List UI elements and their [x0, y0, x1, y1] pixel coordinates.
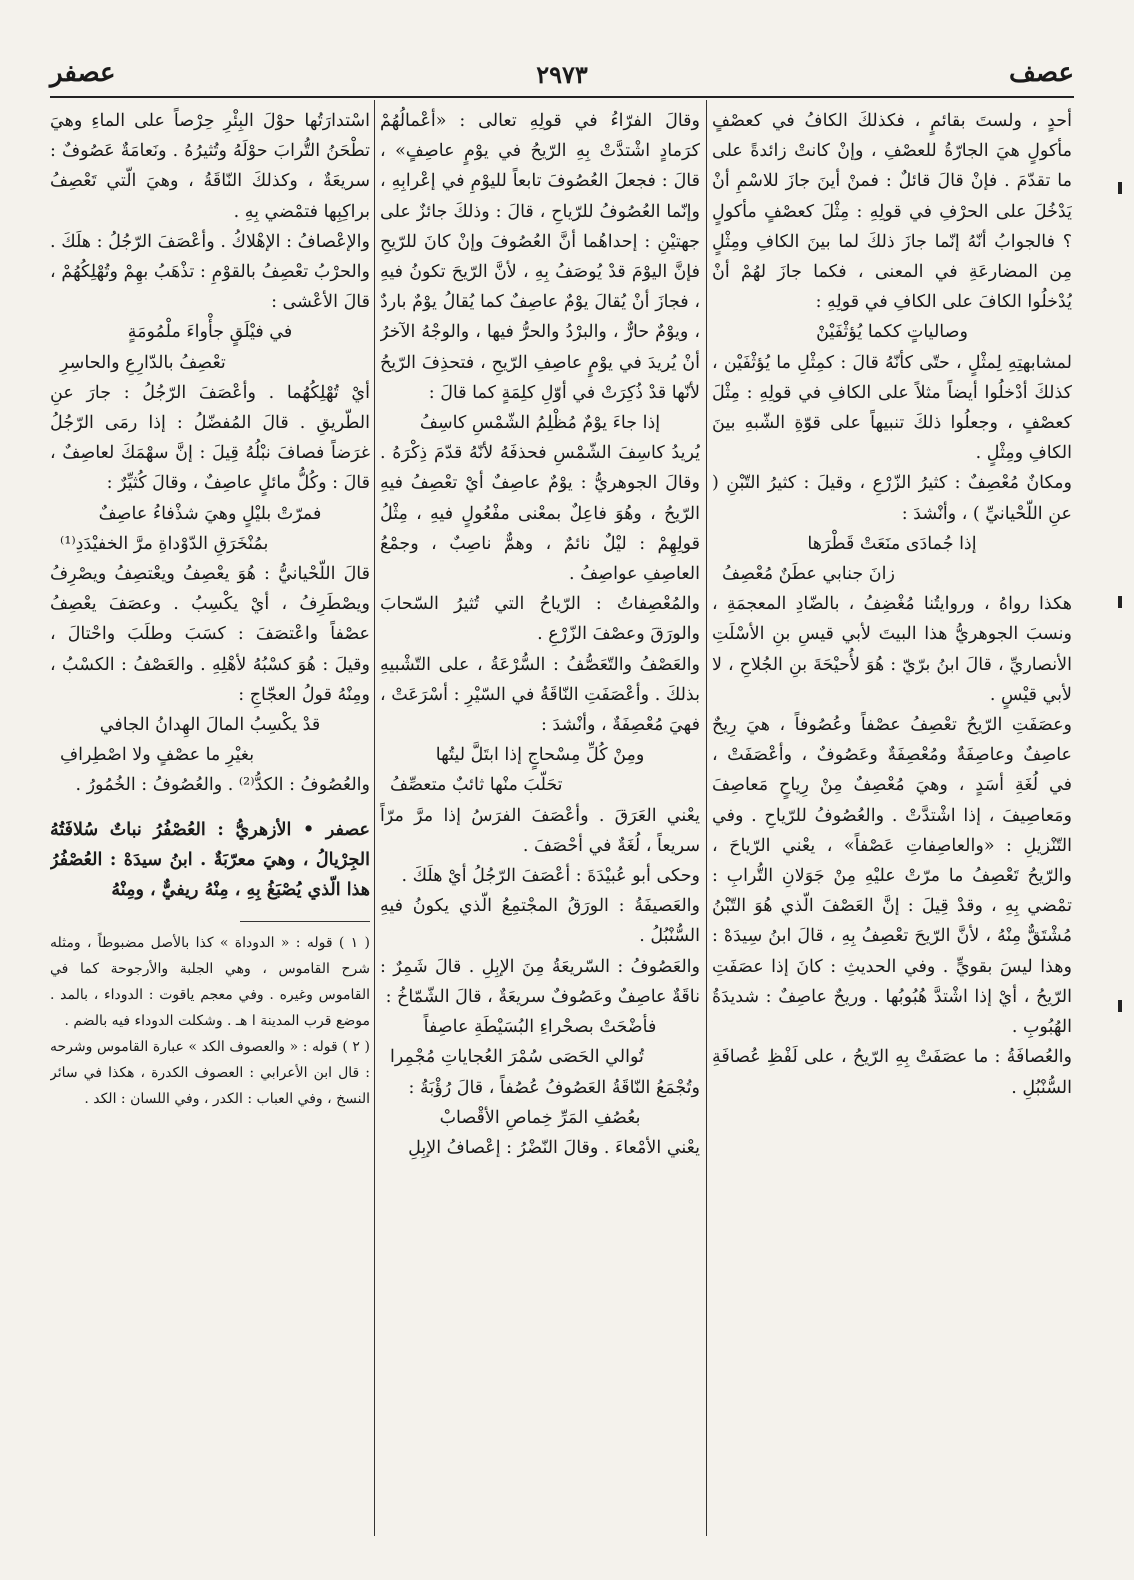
paragraph: وحكى أبو عُبيْدَةَ : أعْصَفَ الرّجُلُ أيْ هلَكَ . [401, 866, 700, 887]
margin-mark [1118, 182, 1122, 194]
paragraph: وتُجْمَعُ النّاقَةُ العَصُوفُ عُصُفاً ، قالَ رُؤْبَةُ : [408, 1077, 700, 1098]
column-right [712, 106, 1072, 1540]
verse: فأضْحَتْ بصحْراءِ البُسَيْطَةِ عاصِفاً [423, 1017, 657, 1038]
paragraph: والعَصيفَةُ : الورَقُ المجْتمِعُ الّذي يكونُ فيهِ السُّنْبُلُ . [380, 896, 700, 947]
paragraph: أحدٍ ، ولستَ بقائمٍ ، فكذلكَ الكافُ في كعصْفٍ مأكولٍ هيَ الجارّةُ للعصْفِ ، وإنْ كانتْ زائدةً على ما تقدّمَ . فإنْ قالَ قائلٌ : فمنْ أينَ جازَ للاسْمِ أنْ يَدْخُلَ على الحرْفِ في قولِهِ : مِثْلَ كعصْفٍ مأكولٍ ؟ فالجوابُ أنّهُ إنّما جازَ ذلكَ لما بينَ الكافِ ومِثْلٍ مِن المضارعَةِ في المعنى ، فكما جازَ لهُمْ أنْ يُدْخلُوا الكافَ على الكافِ في قولِهِ : [712, 111, 1072, 313]
paragraph: والمُعْصِفاتُ : الرّياحُ التي تُثيرُ السّحابَ والورَقَ وعصْفَ الزّرْعِ . [380, 594, 700, 645]
header-rule [50, 96, 1074, 98]
verse: إذا جُمادَى منَعَتْ قَطْرَها [807, 533, 977, 554]
verse: تعْصِفُ بالدّارِعِ والحاسِرِ [60, 352, 226, 373]
footnote-rule [240, 921, 370, 922]
verse: بغيْرِ ما عصْفٍ ولا اصْطِرافِ [60, 745, 255, 766]
header-left-word: عصفر [50, 58, 116, 88]
column-left [50, 106, 370, 1540]
paragraph: يعْني العَرَقَ . وأعْصَفَ الفرَسُ إذا مرَّ مرّاً سريعاً ، لُغَةٌ في أحْصَفَ . [380, 805, 700, 856]
margin-mark [1118, 1000, 1122, 1012]
verse: قدْ يكْسِبُ المالَ الهِدانُ الجافي [99, 715, 321, 736]
verse: ومِنْ كُلِّ مِسْحاجٍ إذا ابتَلَّ ليتُها [435, 745, 645, 766]
paragraph: يعْني الأمْعاءَ . وقالَ النّضْرُ : إعْصافُ الإبِلِ [408, 1137, 700, 1158]
page-number: ٢٩٧٣ [536, 60, 588, 89]
verse: بعُصُفِ المَرِّ خِماصِ الأقْصابْ [439, 1107, 641, 1128]
paragraph: يُريدُ كاسِفَ الشّمْسِ فحذفَهُ لأنّهُ قدّمَ ذِكْرَهُ . وقالَ الجوهريُّ : يوْمٌ عاصِفٌ أيْ تعْصِفُ فيهِ الرّيحُ ، وهُوَ فاعِلٌ بمعْنى مفْعُولٍ فيهِ ، مِثْلُ قولِهِمْ : ليْلٌ نائمٌ ، وهمٌّ ناصِبٌ ، وجمْعُ العاصِفِ عواصِفُ . [380, 443, 700, 585]
verse: زانَ جنابي عطَنٌ مُعْصِفُ [722, 564, 895, 585]
paragraph: وقالَ الفرّاءُ في قولِهِ تعالى : «أعْمالُهُمْ كرَمادٍ اشْتدَّتْ بِهِ الرّيحُ في يوْمٍ عاصِفٍ» ، قالَ : فجعلَ العُصُوفَ تابعاً لليوْمِ في إعْرابِهِ ، وإنّما العُصُوفُ للرّياحِ ، قالَ : وذلكَ جائزٌ على جهتيْنِ : إحداهُما أنَّ العُصُوفَ وإنْ كانَ للرّيحِ فإنَّ اليوْمَ قدْ يُوصَفُ بِهِ ، لأنَّ الرّيحَ تكونُ فيهِ ، فجازَ أنْ يُقالَ يوْمٌ عاصِفٌ كما يُقالُ يوْمٌ باردٌ ، ويوْمٌ حارٌّ ، والبرْدُ والحرُّ فيها ، والوجْهُ الآخرُ أنْ يُريدَ في يوْمٍ عاصِفِ الرّيحِ ، فتحذِفَ الرّيحُ لأنّها قدْ ذُكِرَتْ في أوّلِ كلِمَةٍ كما قالَ : [380, 111, 700, 403]
header-right-word: عصف [1009, 58, 1074, 88]
verse: إذا جاءَ يوْمٌ مُظْلِمُ الشّمْسِ كاسِفُ [419, 413, 661, 434]
column-divider [706, 100, 707, 1536]
column-middle [380, 106, 700, 1540]
paragraph: والعَصْفُ والتّعَصُّفُ : السُّرْعَةُ ، على التّشْبيهِ بذلكَ . وأعْصَفَتِ النّاقَةُ في السّيْرِ : أسْرَعَتْ ، فهيَ مُعْصِفَةٌ ، وأنْشدَ : [380, 654, 700, 736]
paragraph: ومكانٌ مُعْصِفٌ : كثيرُ الزّرْعِ ، وقيلَ : كثيرُ التّبْنِ ( عنِ اللّحْيانيِّ ) ، وأنْشدَ : [712, 473, 1072, 524]
verse: تحَلّبَ منْها ثائبٌ متعصِّفُ [390, 775, 563, 796]
entry-heading: عصفر • الأزهريُّ : العُصْفُرُ نباتٌ سُلافَتُهُ الجِرْيالُ ، وهيَ معرّبَةٌ . ابنُ سيدَهْ : العُصْفُرُ هذا الّذي يُصْبَغُ بِهِ ، مِنْهُ ريفيٌّ ، ومِنْهُ [50, 819, 370, 901]
paragraph: هكذا رواهُ ، وروايتُنا مُغْضِفُ ، بالضّادِ المعجمَةِ ، ونسبَ الجوهريُّ هذا البيتَ لأبي قيسِ بنِ الأسْلَتِ الأنصاريِّ ، قالَ ابنُ برّيّ : هُوَ لأُحيْحَةَ بنِ الجُلاحِ ، لا لأبي قيْسٍ . [712, 594, 1072, 705]
paragraph: والعُصُوفُ : الكدُّ⁽²⁾ . والعُصُوفُ : الخُمُورُ . [75, 775, 370, 796]
paragraph: لمشابهتِهِ لِمثْلٍ ، حتّى كأنّهُ قالَ : كمِثْلِ ما يُؤثْفَيْن ، كذلكَ أدْخلُوا أيضاً مثلاً على الكافِ في قولِهِ : مِثْلَ كعصْفٍ ، وجعلُوا ذلكَ تنبيهاً على قوّةِ الشّبهِ بينَ الكافِ ومِثْلٍ . [712, 352, 1072, 464]
paragraph: والعُصافَةُ : ما عصَفَتْ بِهِ الرّيحُ ، على لَفْظِ عُصافَةِ السُّنْبُلِ . [712, 1047, 1072, 1098]
paragraph: وعصَفَتِ الرّيحُ تعْصِفُ عصْفاً وعُصُوفاً ، هيَ رِيحٌ عاصِفٌ وعاصِفَةٌ ومُعْصِفَةٌ وعَصُوفٌ ، وأعْصَفَتْ ، في لُغَةِ أسَدٍ ، وهيَ مُعْصِفٌ مِنْ رِياحٍ مَعاصِفَ ومَعاصِيفَ ، إذا اشْتدَّتْ . والعُصُوفُ للرّياحِ . وفي التّنْزيلِ : «والعاصِفاتِ عَصْفاً» ، يعْني الرّياحَ ، والرّيحُ تَعْصِفُ ما مرّتْ عليْهِ مِنْ جَوَلانِ التُّرابِ : تمْضي بِهِ ، وقدْ قِيلَ : إنَّ العَصْفَ الّذي هُوَ التّبْنُ مُشْتَقٌّ مِنْهُ ، لأنَّ الرّيحَ تعْصِفُ بِهِ ، قالَ ابنُ سِيدَهْ : وهذا ليسَ بقويٍّ . وفي الحديثِ : كانَ إذا عصَفَتِ الرّيحُ ، أيْ إذا اشْتدَّ هُبُوبُها . وريحٌ عاصِفٌ : شديدَةُ الهُبُوبِ . [712, 715, 1072, 1038]
verse: تُوالي الحَصَى سُمْرَ العُجاياتِ مُجْمِرا [390, 1047, 644, 1068]
paragraph: والإعْصافُ : الإهْلاكُ . وأعْصَفَ الرّجُلُ : هلَكَ . والحرْبُ تعْصِفُ بالقوْمِ : تذْهَبُ بهِمْ وتُهْلِكُهُمْ ، قالَ الأعْشى : [50, 231, 370, 313]
verse: بمُنْخَرَقِ الدّوْداةِ مرَّ الخفيْدَدِ⁽¹⁾ [60, 533, 269, 554]
footnote: ( ١ ) قوله : « الدوداة » كذا بالأصل مضبوطاً ، ومثله شرح القاموس ، وهي الجلبة والأرجوحة كما في القاموس وغيره . وفي معجم ياقوت : الدوداء ، بالمد . موضع قرب المدينة ا هـ . وشكلت الدوداء فيه بالضم . [50, 935, 370, 1030]
margin-mark [1118, 596, 1122, 608]
page-header [50, 58, 1074, 94]
verse: في فيْلَقٍ جأْواءَ ملْمُومَةٍ [127, 322, 293, 343]
paragraph: أيْ تُهْلِكُهُما . وأعْصَفَ الرّجُلُ : جارَ عنِ الطّريقِ . قالَ المُفضّلُ : إذا رمَى الرّجُلُ غرَضاً فصافَ نبْلُهُ قِيلَ : إنَّ سهْمَكَ لعاصِفٌ ، قالَ : وكُلُّ مائلٍ عاصِفٌ ، وقالَ كُثيِّرٌ : [50, 382, 370, 494]
paragraph: قالَ اللّحْيانيُّ : هُوَ يعْصِفُ ويعْتصِفُ ويصْرِفُ ويصْطَرِفُ ، أيْ يكْسِبُ . وعصَفَ يعْصِفُ عصْفاً واعْتصَفَ : كسَبَ وطلَبَ واحْتالَ ، وقيلَ : هُوَ كسْبُهُ لأهْلِهِ . والعَصْفُ : الكسْبُ ، ومِنْهُ قولُ العجّاجِ : [50, 564, 370, 705]
paragraph: اسْتدارَتُها حوْلَ البِئْرِ حِرْصاً على الماءِ وهيَ تطْحَنُ التُّرابَ حوْلَهُ وتُثيرُهُ . ونَعامَةٌ عَصُوفٌ : سريعَةٌ ، وكذلكَ النّاقَةُ ، وهيَ الّتي تَعْصِفُ براكِبِها فتمْضي بِهِ . [50, 111, 370, 222]
verse: فمرّتْ بليْلٍ وهيَ شذْفاءُ عاصِفٌ [98, 503, 322, 524]
column-divider [374, 100, 375, 1536]
verse: وصالياتٍ ككما يُؤثْفَيْنْ [816, 322, 968, 343]
paragraph: والعَصُوفُ : السّريعَةُ مِنَ الإبِلِ . قالَ شَمِرٌ : ناقَةٌ عاصِفٌ وعَصُوفٌ سريعَةٌ ، قالَ الشّمّاخُ : [380, 956, 700, 1007]
footnote: ( ٢ ) قوله : « والعصوف الكد » عبارة القاموس وشرحه : قال ابن الأعرابي : العصوف الكدرة ، هكذا في سائر النسخ ، وفي العباب : الكدر ، وفي اللسان : الكد . [50, 1039, 370, 1108]
